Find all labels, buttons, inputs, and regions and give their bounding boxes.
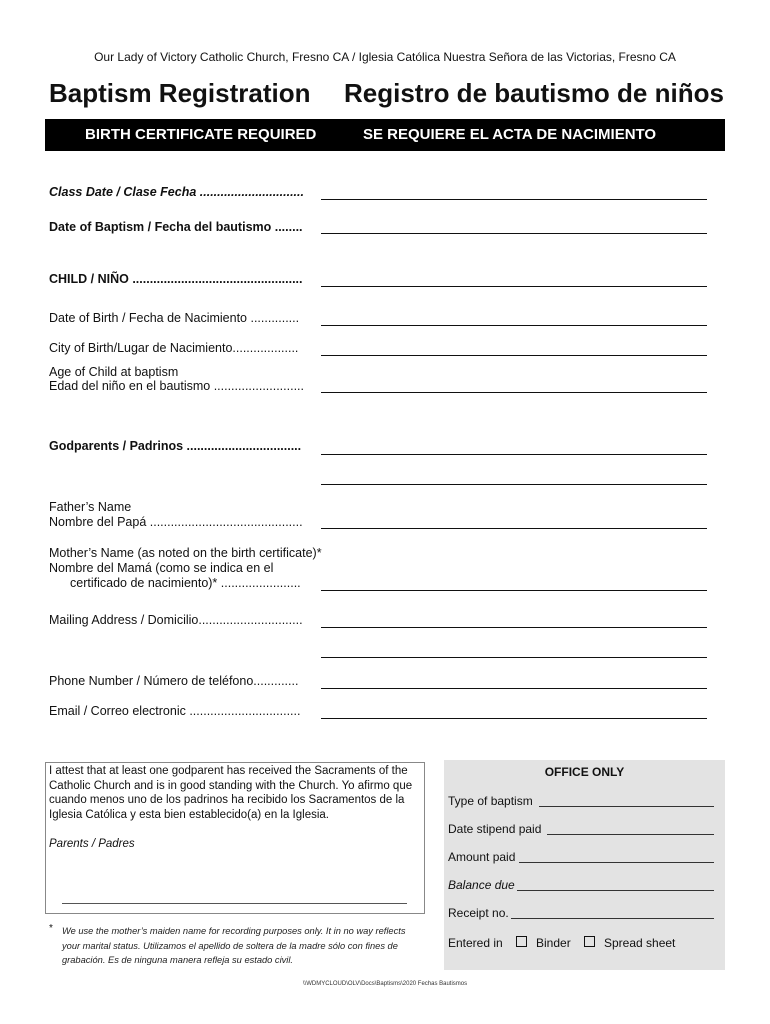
attestation-text: I attest that at least one godparent has received the Sacraments of the Catholic Church and is in good standing with the Church. Yo afirmo que cuando menos uno de los padrinos ha recibido los Sacramentos de la Iglesia Católica y esta bien establecido(a) en la Iglesia. [49, 765, 413, 821]
entered-in-label: Entered in [448, 936, 503, 950]
amount-paid-field[interactable] [519, 862, 714, 863]
father-name-field[interactable] [321, 528, 707, 529]
title-english: Baptism Registration [49, 78, 311, 108]
email-field[interactable] [321, 718, 707, 719]
phone-label: Phone Number / Número de teléfono............. [49, 674, 299, 688]
receipt-no-label: Receipt no. [448, 906, 509, 920]
godparent-2-field[interactable] [321, 484, 707, 485]
baptism-date-field[interactable] [321, 233, 707, 234]
balance-due-field[interactable] [517, 890, 714, 891]
age-field[interactable] [321, 392, 707, 393]
birth-city-field[interactable] [321, 355, 707, 356]
father-label-en: Father’s Name [49, 500, 132, 514]
type-of-baptism-label: Type of baptism [448, 794, 533, 808]
email-label: Email / Correo electronic ................................ [49, 704, 301, 718]
banner-spanish: SE REQUIERE EL ACTA DE NACIMIENTO [363, 126, 657, 143]
mother-label-es: Nombre del Mamá (como se indica en el [49, 561, 274, 575]
footnote-text: We use the mother’s maiden name for recording purposes only. It in no way reflects your marital status. Utilizamos el apellido de soltera de la madre sólo con fines de grabación. Es de ninguna manera refleja su estado civil. [62, 926, 406, 965]
type-of-baptism-field[interactable] [539, 806, 714, 807]
office-only-title: OFFICE ONLY [544, 765, 625, 779]
class-date-field[interactable] [321, 199, 707, 200]
spreadsheet-checkbox[interactable] [584, 936, 595, 947]
title-spanish: Registro de bautismo de niños [344, 78, 724, 108]
binder-checkbox[interactable] [516, 936, 527, 947]
address-field-2[interactable] [321, 657, 707, 658]
parents-label: Parents / Padres [49, 838, 135, 850]
child-name-field[interactable] [321, 286, 707, 287]
footnote-mark: * [49, 923, 53, 934]
child-label: CHILD / NIÑO ................................................. [49, 272, 303, 286]
class-date-label: Class Date / Clase Fecha .............................. [49, 185, 304, 199]
parent-signature-line[interactable] [62, 903, 407, 904]
amount-paid-label: Amount paid [448, 850, 516, 864]
age-label-es: Edad del niño en el bautismo .......................... [49, 379, 304, 393]
mother-name-field[interactable] [321, 590, 707, 591]
file-path: \\WDMYCLOUD\OLV\Docs\Baptisms\2020 Fechas Bautismos [302, 981, 468, 987]
church-name: Our Lady of Victory Catholic Church, Fresno CA / Iglesia Católica Nuestra Señora de las Victorias, Fresno CA [94, 50, 676, 64]
spreadsheet-label: Spread sheet [604, 936, 676, 950]
balance-due-label: Balance due [448, 878, 515, 892]
date-stipend-label: Date stipend paid [448, 822, 542, 836]
date-stipend-field[interactable] [547, 834, 714, 835]
age-label-en: Age of Child at baptism [49, 365, 179, 379]
baptism-date-label: Date of Baptism / Fecha del bautismo ........ [49, 220, 303, 234]
banner-english: BIRTH CERTIFICATE REQUIRED [85, 126, 317, 143]
birth-date-label: Date of Birth / Fecha de Nacimiento .............. [49, 311, 300, 325]
godparents-label: Godparents / Padrinos ................................. [49, 439, 302, 453]
requirement-banner [45, 119, 725, 151]
binder-label: Binder [536, 936, 571, 950]
godparent-1-field[interactable] [321, 454, 707, 455]
mother-label-en: Mother’s Name (as noted on the birth certificate)* [49, 546, 322, 560]
birth-date-field[interactable] [321, 325, 707, 326]
birth-city-label: City of Birth/Lugar de Nacimiento................... [49, 341, 299, 355]
father-label-es: Nombre del Papá ............................................ [49, 515, 303, 529]
phone-field[interactable] [321, 688, 707, 689]
address-label: Mailing Address / Domicilio.............................. [49, 613, 303, 627]
receipt-no-field[interactable] [511, 918, 714, 919]
mother-label-es-cont: certificado de nacimiento)* ....................... [70, 576, 301, 590]
address-field-1[interactable] [321, 627, 707, 628]
